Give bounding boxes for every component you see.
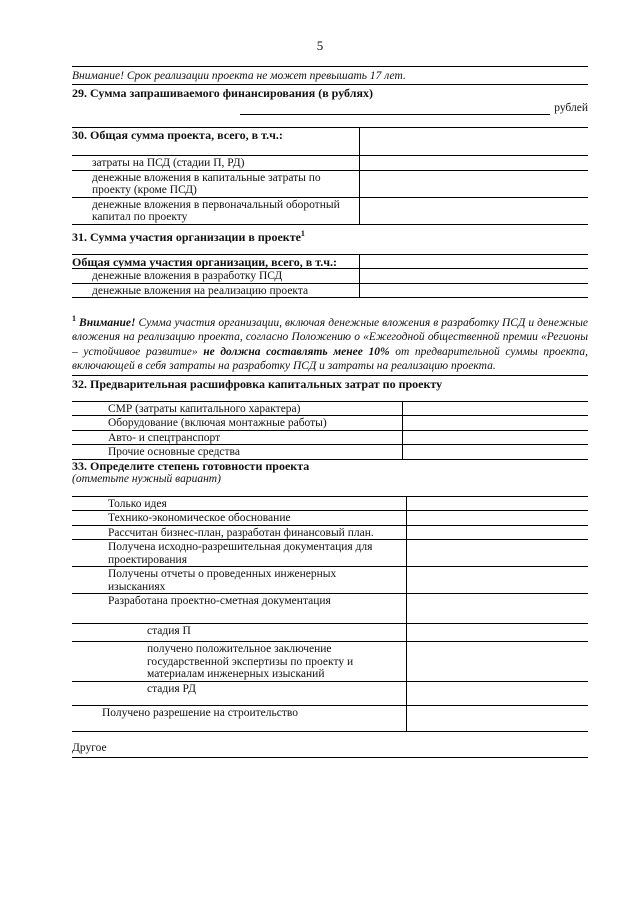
s32-row: Оборудование (включая монтажные работы) xyxy=(72,416,403,431)
form-content xyxy=(72,66,588,758)
s33-sub-row: получено положительное заключение государственной экспертизы по проекту и материалам инженерных изысканий xyxy=(72,642,407,682)
s30-row-value[interactable] xyxy=(360,156,589,171)
amount-blank-field[interactable] xyxy=(240,103,550,115)
s31-row-value[interactable] xyxy=(360,269,589,284)
footnote-ref: 1 xyxy=(300,228,305,238)
s31-row-value[interactable] xyxy=(360,283,589,298)
s33-row-check[interactable] xyxy=(407,594,589,624)
s33-row: Рассчитан бизнес-план, разработан финансовый план. xyxy=(72,525,407,540)
s32-row: СМР (затраты капитального характера) xyxy=(72,401,403,416)
s30-row: затраты на ПСД (стадии П, РД) xyxy=(72,156,360,171)
section-31-title: 31. Сумма участия организации в проекте$^1$ xyxy=(72,224,588,244)
s33-row-check[interactable] xyxy=(407,496,589,511)
s33-sub-row: стадия РД xyxy=(72,681,407,705)
footnote-text-1: Сумма участия организации, включая денежные вложения в разработку ПСД и денежные вложения на реализацию проекта, согласно Положению о «Ежегодной общественной премии «Регионы – устойчивое развитие» xyxy=(72,316,588,358)
s30-row-value[interactable] xyxy=(360,197,589,224)
s30-row: денежные вложения в первоначальный оборотный капитал по проекту xyxy=(92,198,340,223)
s33-sub-row-check[interactable] xyxy=(407,642,589,682)
s33-last-row: Получено разрешение на строительство xyxy=(72,705,407,731)
s33-sub-row-check[interactable] xyxy=(407,681,589,705)
s33-row-check[interactable] xyxy=(407,525,589,540)
other-field[interactable] xyxy=(72,742,588,758)
page-number: 5 xyxy=(316,38,324,53)
s31-total-label: Общая сумма участия организации, всего, в т.ч.: xyxy=(72,254,360,269)
section-29-amount xyxy=(72,102,588,115)
section-33-subtitle: (отметьте нужный вариант) xyxy=(72,472,221,485)
section-30-table xyxy=(72,127,588,224)
s33-sub-row-check[interactable] xyxy=(407,624,589,642)
s33-last-row-check[interactable] xyxy=(407,705,589,731)
section-32-table xyxy=(72,401,588,460)
s33-row: Только идея xyxy=(72,496,407,511)
s30-row: денежные вложения в капитальные затраты по проекту (кроме ПСД) xyxy=(72,170,360,197)
section-32-title: 32. Предварительная расшифровка капитальных затрат по проекту xyxy=(72,376,443,391)
s32-row-value[interactable] xyxy=(403,401,589,416)
s32-row-value[interactable] xyxy=(403,416,589,431)
s33-row: Разработана проектно-сметная документация xyxy=(72,594,407,624)
s32-row-value[interactable] xyxy=(403,430,589,445)
s33-row: Технико-экономическое обоснование xyxy=(72,511,407,526)
s32-row: Авто- и спецтранспорт xyxy=(72,430,403,445)
footnote-mark: 1 xyxy=(72,314,76,323)
s31-row: денежные вложения на реализацию проекта xyxy=(72,283,360,298)
section-29-title: 29. Сумма запрашиваемого финансирования (в рублях) xyxy=(72,86,373,100)
s33-sub-row: стадия П xyxy=(72,624,407,642)
s33-row: Получена исходно-разрешительная документация для проектирования xyxy=(72,540,407,567)
s32-row-value[interactable] xyxy=(403,445,589,460)
footnote-text-2: от предварительной суммы проекта, включающей в себя затраты на разработку ПСД и затраты на реализацию проекта. xyxy=(72,345,588,373)
section-33-table xyxy=(72,496,588,732)
footnote-bold: не должна составлять менее 10% xyxy=(203,345,390,358)
section-33-title: 33. Определите степень готовности проекта xyxy=(72,458,310,473)
section-30-title: 30. Общая сумма проекта, всего, в т.ч.: xyxy=(72,128,360,156)
section-30-total-value[interactable] xyxy=(360,128,589,156)
s31-row: денежные вложения в разработку ПСД xyxy=(72,269,360,284)
other-label: Другое xyxy=(72,741,107,754)
s31-total-value[interactable] xyxy=(360,254,589,269)
s33-row-check[interactable] xyxy=(407,540,589,567)
s33-row-check[interactable] xyxy=(407,511,589,526)
s32-row: Прочие основные средства xyxy=(72,445,403,460)
section-31-table xyxy=(72,254,588,299)
footnote-lead: Внимание! xyxy=(79,316,136,329)
s30-row-value[interactable] xyxy=(360,170,589,197)
term-warning: Внимание! Срок реализации проекта не может превышать 17 лет. xyxy=(72,67,588,85)
s33-row-check[interactable] xyxy=(407,567,589,594)
s33-row: Получены отчеты о проведенных инженерных изысканиях xyxy=(72,567,407,594)
footnote xyxy=(72,312,588,376)
amount-unit: рублей xyxy=(554,102,588,114)
